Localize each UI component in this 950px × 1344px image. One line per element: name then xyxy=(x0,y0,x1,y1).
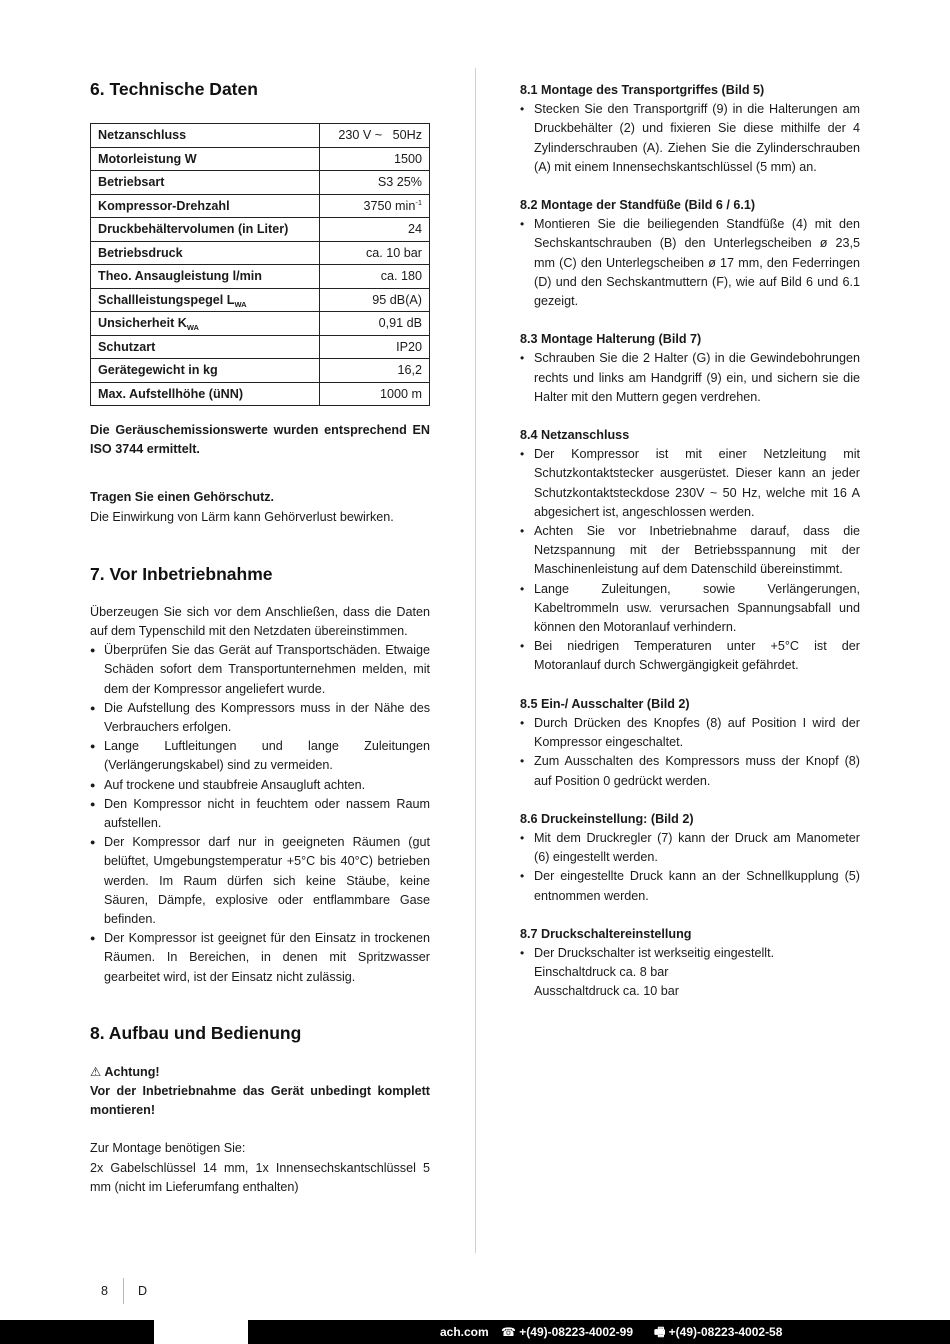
list-item: • Lange Zuleitungen, sowie Verlängerungen, Kabeltrommeln usw. verursachen Spannungsabfall und können den Motoranlauf verhindern. xyxy=(520,580,860,638)
subsection xyxy=(520,81,860,177)
subsection-list xyxy=(520,445,860,675)
spec-value: 16,2 xyxy=(319,359,429,383)
spec-value: 0,91 dB xyxy=(319,312,429,336)
left-column xyxy=(90,78,430,1197)
list-item: • Schrauben Sie die 2 Halter (G) in die Gewindebohrungen rechts und links am Handgriff (9) ein, und sichern sie die Halter mit den Muttern gegen verdrehen. xyxy=(520,349,860,407)
subsection xyxy=(520,810,860,906)
list-item: • Der Druckschalter ist werkseitig eingestellt. xyxy=(520,944,860,963)
list-item: ● Überprüfen Sie das Gerät auf Transportschäden. Etwaige Schäden sofort dem Transportunternehmen melden, mit dem der Kompressor angeliefert wurde. xyxy=(90,641,430,699)
subsection-list xyxy=(520,100,860,177)
spec-label: Schallleistungspegel $L_{WA}$ xyxy=(91,288,320,312)
list-item: • Stecken Sie den Transportgriff (9) in die Halterungen am Druckbehälter (2) und fixieren Sie diese mithilfe der 4 Zylinderschrauben (A). Ziehen Sie die Zylinderschrauben (A) mit einem Innensechskantschlüssel (5 mm) an. xyxy=(520,100,860,177)
list-item: ● Auf trockene und staubfreie Ansaugluft achten. xyxy=(90,776,430,795)
list-item: ● Der Kompressor darf nur in geeigneten Räumen (gut belüftet, Umgebungstemperatur +5°C bis 40°C) betrieben werden. Im Raum dürfen sich keine Stäube, keine Säuren, Dämpfe, explosive oder entflammbare Gase befinden. xyxy=(90,833,430,929)
subsection xyxy=(520,196,860,311)
subsection xyxy=(520,330,860,407)
spec-value: 230 V ~ 50Hz xyxy=(319,124,429,148)
section-6-title: 6. Technische Daten xyxy=(90,79,258,99)
spec-label: Betriebsdruck xyxy=(91,241,320,265)
spec-row xyxy=(91,147,430,171)
spec-row xyxy=(91,265,430,289)
spec-label: Druckbehältervolumen (in Liter) xyxy=(91,218,320,242)
spec-label: Gerätegewicht in kg xyxy=(91,359,320,383)
subsection-title: 8.4 Netzanschluss xyxy=(520,428,630,443)
tools-text: 2x Gabelschlüssel 14 mm, 1x Innensechskantschlüssel 5 mm (nicht im Lieferumfang enthalten) xyxy=(90,1160,430,1194)
spec-label: Netzanschluss xyxy=(91,124,320,148)
section-8-title: 8. Aufbau und Bedienung xyxy=(90,1022,302,1043)
spec-label: Max. Aufstellhöhe (üNN) xyxy=(91,382,320,406)
footer-phone: ☎ +(49)-08223-4002-99 xyxy=(501,1325,634,1339)
spec-value: 1500 xyxy=(319,147,429,171)
footer-contact-bar xyxy=(248,1320,950,1344)
spec-value: 95 dB(A) xyxy=(319,288,429,312)
subsection-list xyxy=(520,349,860,407)
spec-value: 3750 $\min^{-1}$ xyxy=(319,194,429,218)
subsection-list xyxy=(520,714,860,791)
spec-value: S3 25% xyxy=(319,171,429,195)
subsection xyxy=(520,695,860,791)
spec-label: Motorleistung W xyxy=(91,147,320,171)
spec-row xyxy=(91,241,430,265)
warning-label: Achtung! xyxy=(104,1064,160,1079)
spec-label: Kompressor-Drehzahl xyxy=(91,194,320,218)
subsection xyxy=(520,426,860,676)
noise-note: Die Geräuschemissionswerte wurden entsprechend EN ISO 3744 ermittelt. xyxy=(90,423,430,457)
list-item: • Achten Sie vor Inbetriebnahme darauf, dass die Netzspannung mit der Betriebsspannung mit der Maschinenleistung auf dem Datenschild übereinstimmt. xyxy=(520,522,860,580)
spec-row xyxy=(91,312,430,336)
footer-bar-left xyxy=(0,1320,154,1344)
subsection-list xyxy=(520,215,860,311)
list-item: • Montieren Sie die beiliegenden Standfüße (4) mit den Sechskantschrauben (B) den Unterlegscheiben ø 23,5 mm (C) den Unterlegscheiben ø 17 mm, den Federringen (D) und den Sechskantmuttern (F), wie auf Bild 6 und 6.1 gezeigt. xyxy=(520,215,860,311)
list-item: • Der eingestellte Druck kann an der Schnellkupplung (5) entnommen werden. xyxy=(520,867,860,905)
spec-row xyxy=(91,335,430,359)
spec-row xyxy=(91,124,430,148)
spec-row xyxy=(91,194,430,218)
list-item: • Mit dem Druckregler (7) kann der Druck am Manometer (6) eingestellt werden. xyxy=(520,829,860,867)
spec-row xyxy=(91,288,430,312)
spec-label: Schutzart xyxy=(91,335,320,359)
subsection-title: 8.3 Montage Halterung (Bild 7) xyxy=(520,332,702,347)
subsection xyxy=(520,925,860,1002)
subsection-title: 8.5 Ein-/ Ausschalter (Bild 2) xyxy=(520,696,690,711)
subsection-list xyxy=(520,944,860,963)
list-item: ● Den Kompressor nicht in feuchtem oder nassem Raum aufstellen. xyxy=(90,795,430,833)
list-item: • Bei niedrigen Temperaturen unter +5°C ist der Motoranlauf durch Schwergängigkeit gefährdet. xyxy=(520,637,860,675)
hearing-protection-text: Die Einwirkung von Lärm kann Gehörverlust bewirken. xyxy=(90,509,394,524)
page-number: 8 xyxy=(101,1284,109,1298)
list-item: ● Die Aufstellung des Kompressors muss in der Nähe des Verbrauchers erfolgen. xyxy=(90,699,430,737)
footer-separator xyxy=(123,1278,124,1304)
hearing-protection-title: Tragen Sie einen Gehörschutz. xyxy=(90,490,275,505)
technical-data-table xyxy=(90,123,430,406)
language-code: D xyxy=(138,1284,148,1298)
spec-value: ca. 180 xyxy=(319,265,429,289)
subsection-title: 8.2 Montage der Standfüße (Bild 6 / 6.1) xyxy=(520,198,756,213)
warning-line xyxy=(90,1063,430,1082)
footer-website: ach.com xyxy=(440,1325,489,1339)
subsection-list xyxy=(520,829,860,906)
subsection-title: 8.6 Druckeinstellung: (Bild 2) xyxy=(520,811,694,826)
subsection-title: 8.1 Montage des Transportgriffes (Bild 5) xyxy=(520,83,765,97)
spec-label: Betriebsart xyxy=(91,171,320,195)
section-7-intro: Überzeugen Sie sich vor dem Anschließen, dass die Daten auf dem Typenschild mit den Netzdaten übereinstimmen. xyxy=(90,604,430,639)
spec-label: Theo. Ansaugleistung l/min xyxy=(91,265,320,289)
spec-row xyxy=(91,382,430,406)
tools-intro: Zur Montage benötigen Sie: xyxy=(90,1141,246,1156)
warning-text: Vor der Inbetriebnahme das Gerät unbedingt komplett montieren! xyxy=(90,1084,430,1118)
spec-value: ca. 10 bar xyxy=(319,241,429,265)
list-item: ● Lange Luftleitungen und lange Zuleitungen (Verlängerungskabel) sind zu vermeiden. xyxy=(90,737,430,775)
list-item: • Durch Drücken des Knopfes (8) auf Position I wird der Kompressor eingeschaltet. xyxy=(520,714,860,752)
column-divider xyxy=(475,68,476,1253)
subsection-title: 8.7 Druckschaltereinstellung xyxy=(520,926,692,941)
footer-fax: 🖷 +(49)-08223-4002-58 xyxy=(654,1325,783,1339)
warning-icon: ⚠ xyxy=(90,1064,102,1079)
right-column xyxy=(520,81,860,1021)
spec-label: Unsicherheit $K_{WA}$ xyxy=(91,312,320,336)
spec-row xyxy=(91,218,430,242)
list-item: • Zum Ausschalten des Kompressors muss der Knopf (8) auf Position 0 gedrückt werden. xyxy=(520,752,860,790)
list-item: ● Der Kompressor ist geeignet für den Einsatz in trockenen Räumen. In Bereichen, in denen mit Spritzwasser gearbeitet wird, ist der Einsatz nicht zulässig. xyxy=(90,929,430,987)
spec-row xyxy=(91,171,430,195)
section-7-list xyxy=(90,641,430,987)
pressure-setting: Ausschaltdruck ca. 10 bar xyxy=(534,984,679,999)
spec-value: IP20 xyxy=(319,335,429,359)
spec-value: 1000 m xyxy=(319,382,429,406)
list-item: • Der Kompressor ist mit einer Netzleitung mit Schutzkontaktstecker ausgerüstet. Dieser kann an jeder Schutzkontaktsteckdose 230V ~ 50 Hz, welche mit 16 A abgesichert ist, angeschlossen werden. xyxy=(520,445,860,522)
pressure-setting: Einschaltdruck ca. 8 bar xyxy=(534,965,669,980)
spec-value: 24 xyxy=(319,218,429,242)
spec-row xyxy=(91,359,430,383)
section-7-title: 7. Vor Inbetriebnahme xyxy=(90,563,273,584)
